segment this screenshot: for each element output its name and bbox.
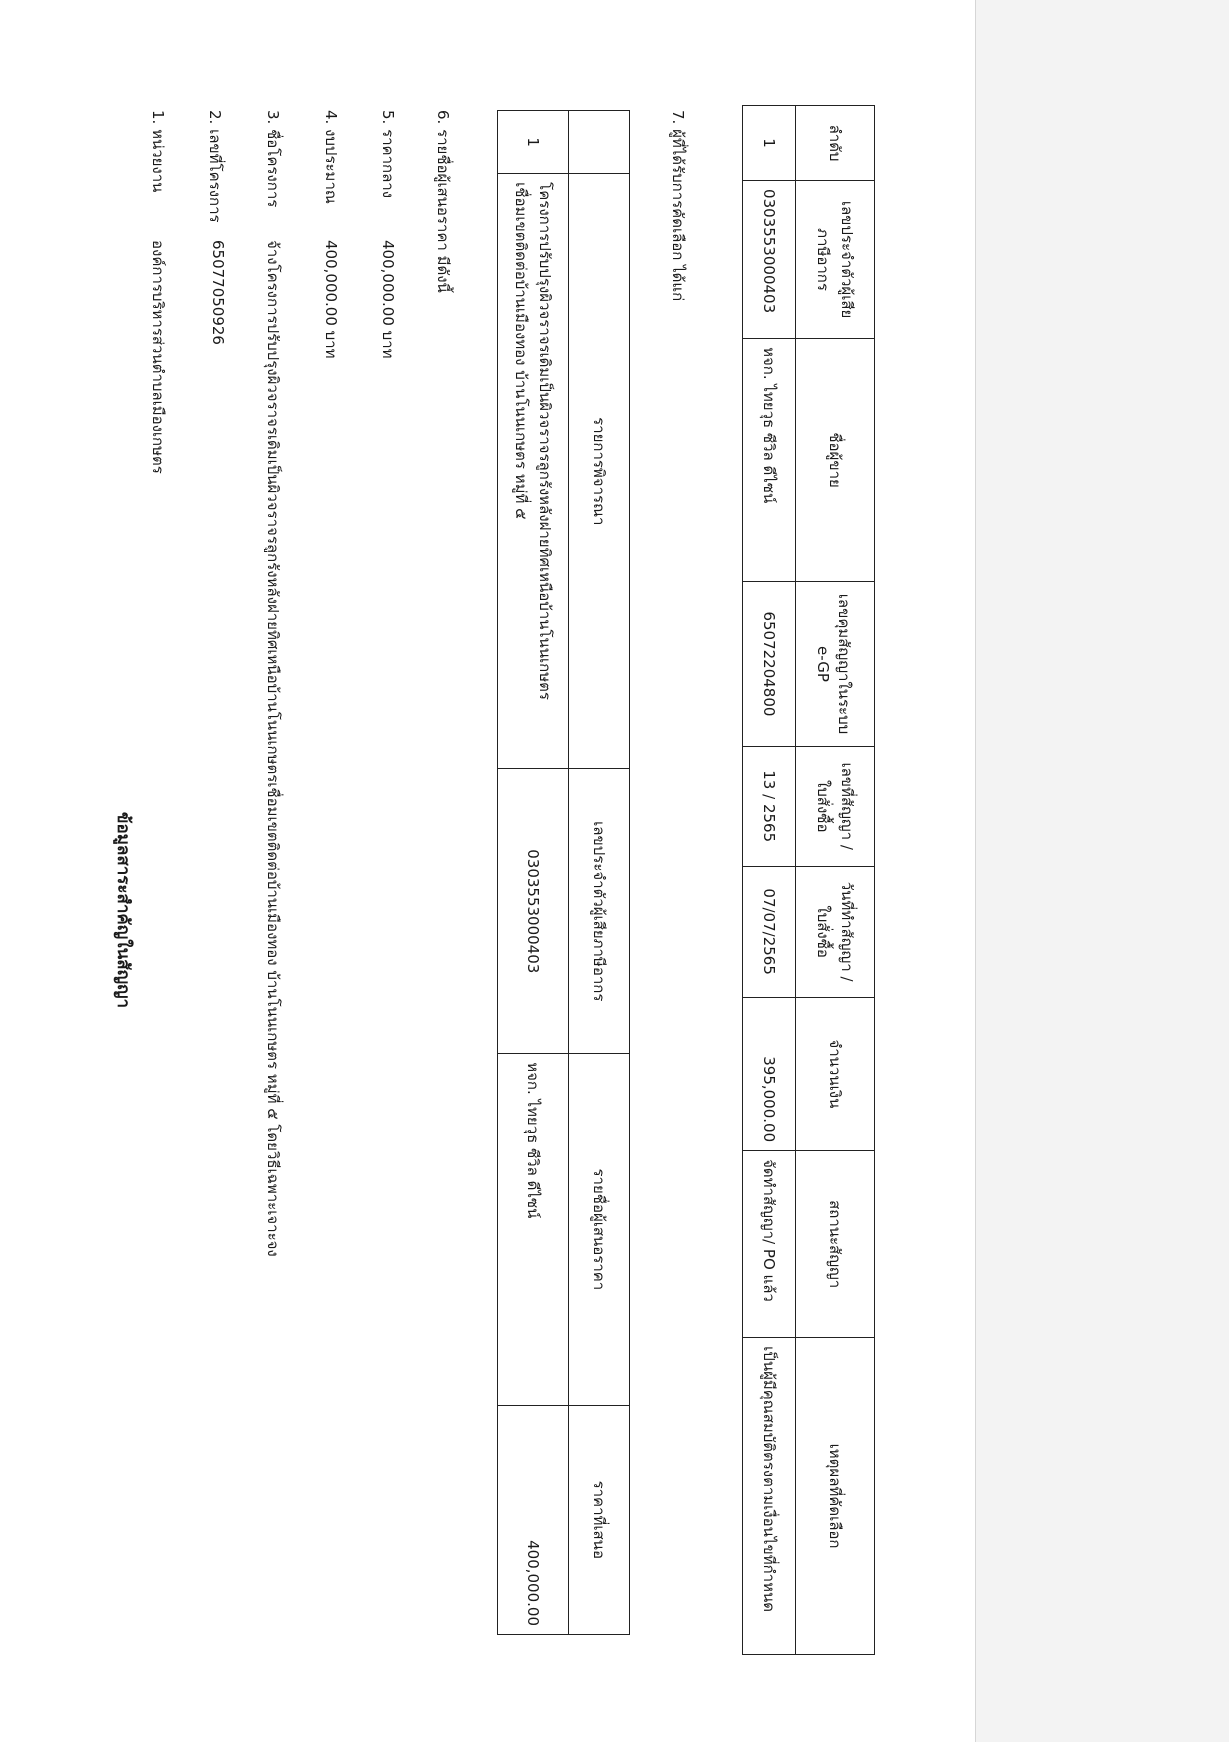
info-value: 400,000.00 บาท [322,240,340,359]
info-project-number [203,110,227,345]
column-header: ชื่อผู้ขาย [796,339,875,582]
column-header: จำนวนเงิน [796,997,875,1150]
info-value: 65077050926 [209,240,227,345]
column-header: เลขที่สัญญา / ใบสั่งซื้อ [796,746,875,866]
info-value: จ้างโครงการปรับปรุงผิวจราจรเดิมเป็นผิวจราจรลูกรังหลังฝายทิศเหนือบ้านโนนเกษตรเชื่อมเขตติดต่อบ้านเมืองทอง บ้านโนนเกษตร หมู่ที่ ๕ โดยวิธีเฉพาะเจาะจง [264,240,282,1257]
column-header: เลขคุมสัญญาในระบบ e-GP [796,582,875,747]
column-header: เหตุผลที่คัดเลือก [796,1338,875,1655]
contract-number: 13 / 2565 [743,746,796,866]
item-description [498,174,569,769]
column-header: ราคาที่เสนอ [569,1405,630,1634]
bidder-name: หจก. ไทยวุธ ซีวิล ดีไซน์ [498,1054,569,1405]
column-header: ลำดับ [796,106,875,181]
row-number: 1 [743,106,796,181]
contract-table [742,105,875,1655]
bid-table [497,110,630,1635]
info-project-name [261,110,285,1257]
info-label: 2. เลขที่โครงการ [206,110,224,223]
item-line: เชื่อมเขตติดต่อบ้านเมืองทอง บ้านโนนเกษตร หมู่ที่ ๕ [512,182,530,520]
info-label: 3. ชื่อโครงการ [264,110,282,208]
selection-reason: เป็นผู้มีคุณสมบัติตรงตามเงื่อนไขที่กำหนด [743,1338,796,1655]
column-header: วันที่ทำสัญญา / ใบสั่งซื้อ [796,866,875,997]
selected-section-title: 7. ผู้ที่ได้รับการคัดเลือก ได้แก่ [669,110,687,302]
table-header-row [569,111,630,1635]
egp-control-number: 65072204800 [743,582,796,747]
column-header: รายชื่อผู้เสนอราคา [569,1054,630,1405]
table-row [743,106,796,1655]
bidders-section-title: 6. รายชื่อผู้เสนอราคา มีดังนี้ [434,110,452,293]
page-title: ข้อมูลสาระสำคัญในสัญญา [113,811,133,1009]
table-row [498,111,569,1635]
info-label: 4. งบประมาณ [322,110,340,204]
column-header: เลขประจำตัวผู้เสียภาษีอากร [796,181,875,339]
column-header: สถานะสัญญา [796,1151,875,1338]
info-value: 400,000.00 บาท [379,240,397,359]
contract-amount: 395,000.00 [743,997,796,1150]
contract-status: จัดทำสัญญา/ PO แล้ว [743,1151,796,1338]
info-label: 5. ราคากลาง [379,110,397,199]
contract-date: 07/07/2565 [743,866,796,997]
table-header-row [796,106,875,1655]
column-header: รายการพิจารณา [569,174,630,769]
column-header: เลขประจำตัวผู้เสียภาษีอากร [569,769,630,1054]
bid-price: 400,000.00 [498,1405,569,1634]
info-agency [146,110,170,474]
item-line: โครงการปรับปรุงผิวจราจรเดิมเป็นผิวจราจรลูกรังหลังฝายทิศเหนือบ้านโนนเกษตร [536,182,554,700]
info-budget [319,110,343,358]
info-median-price [376,110,400,358]
vendor-name: หจก. ไทยวุธ ซีวิล ดีไซน์ [743,339,796,582]
info-label: 1. หน่วยงาน [149,110,167,193]
tax-id: 0303553000403 [498,769,569,1054]
scan-edge [975,0,1229,1742]
row-number: 1 [498,111,569,174]
column-header [569,111,630,174]
tax-id: 0303553000403 [743,181,796,339]
info-value: องค์การบริหารส่วนตำบลเมืองเกษตร [149,240,167,474]
